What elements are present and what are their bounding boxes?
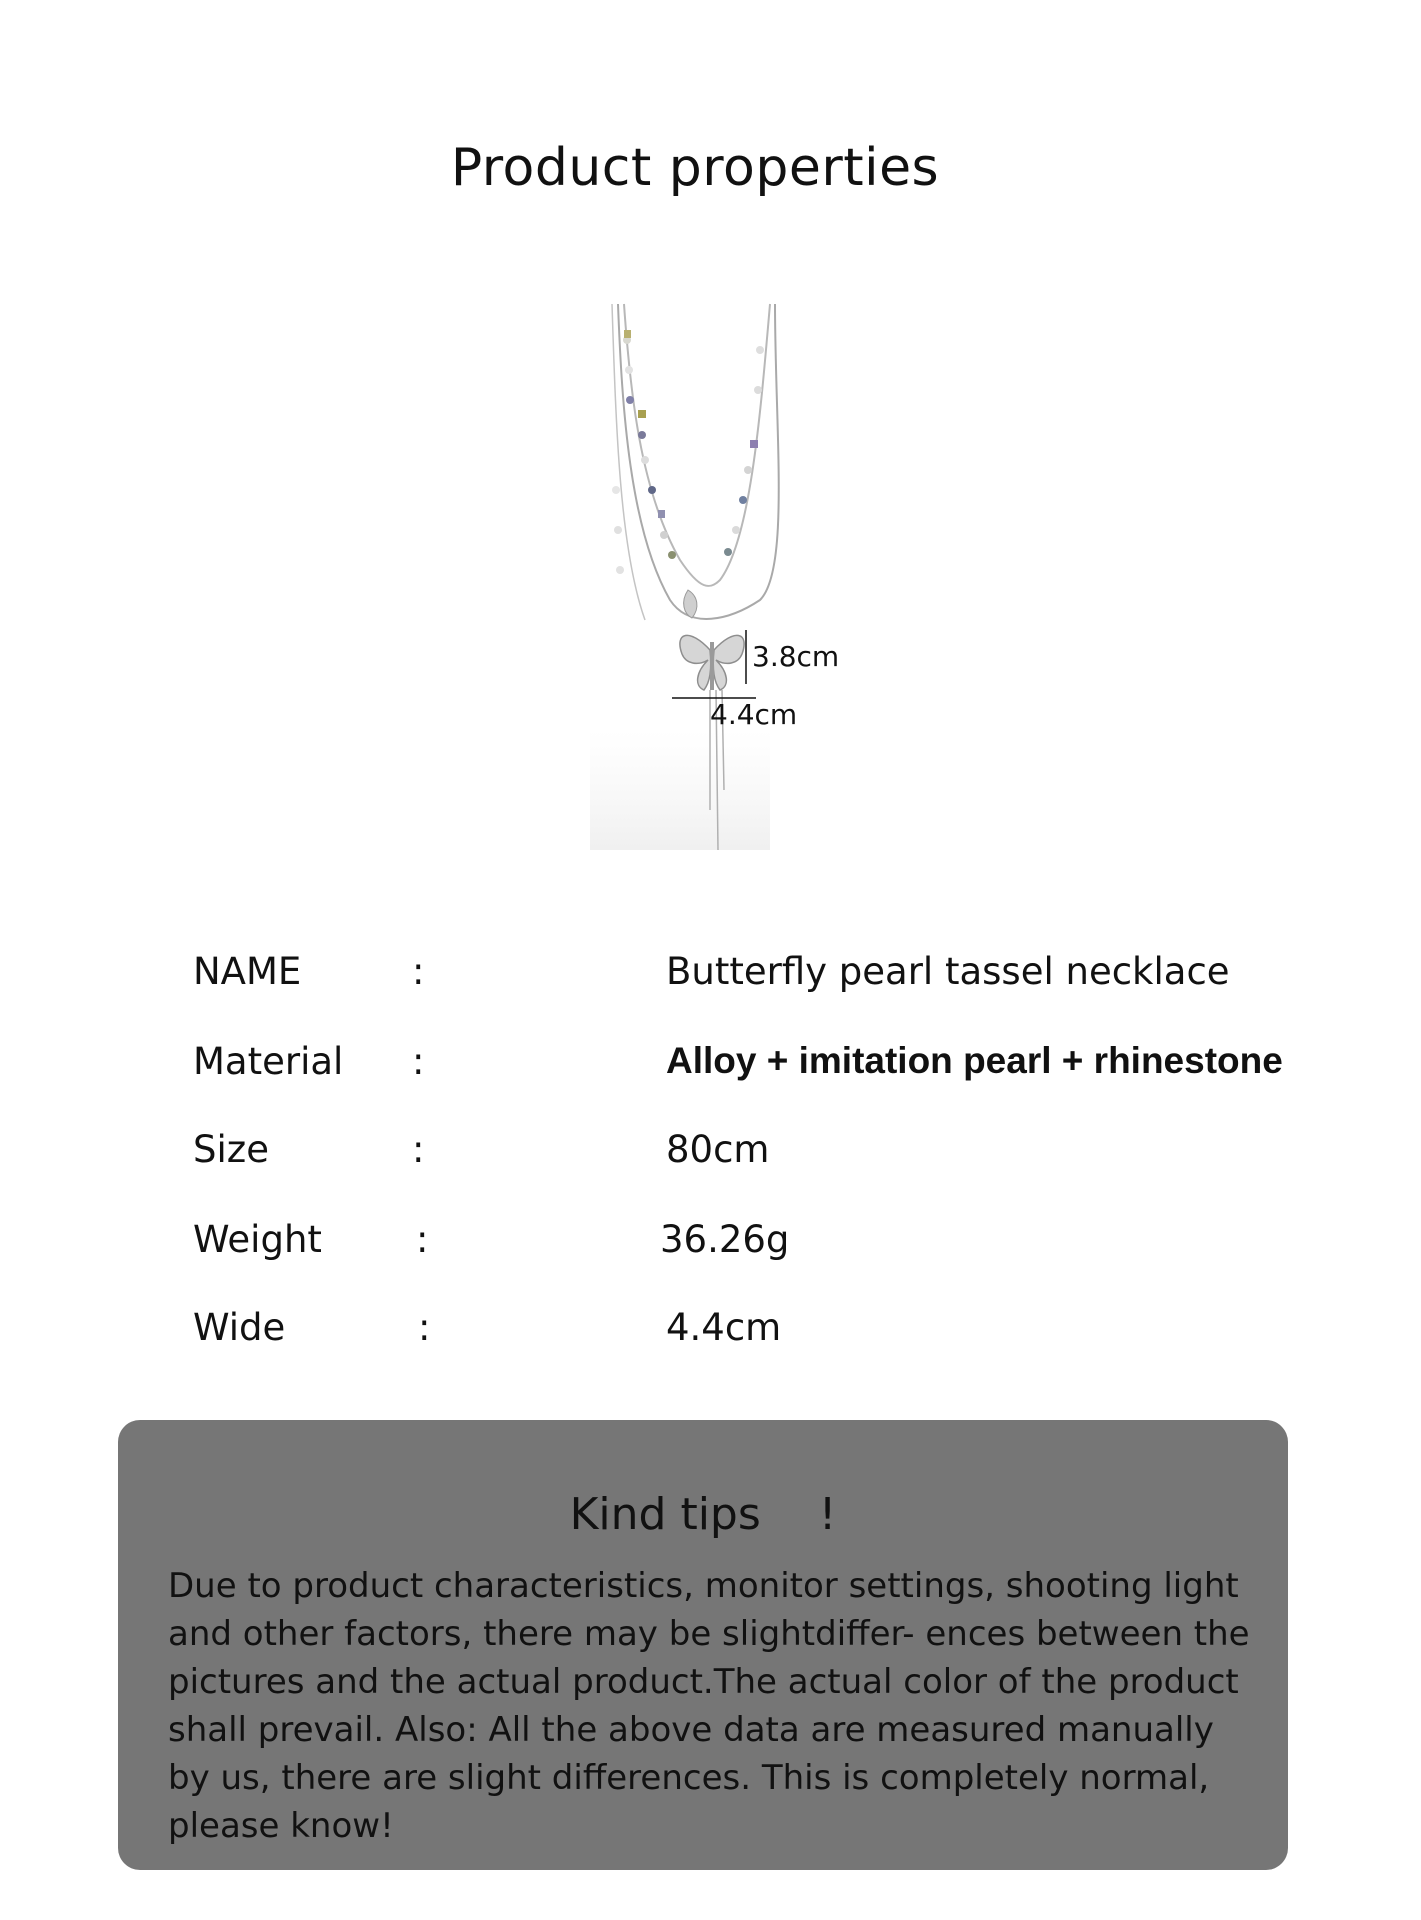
kind-tips-title: Kind tips ! (569, 1489, 837, 1540)
kind-tips-body: Due to product characteristics, monitor settings, shooting light and other factors, there may be slightdiffer- ences between the pictures and the actual product.The actual color of the product shall prevail. Also: All the above data are measured manually by us, there are slight differences. This is completely normal, please know! (168, 1566, 1250, 1846)
property-value: Alloy + imitation pearl + rhinestone (666, 1040, 1283, 1081)
necklace-product-image (560, 290, 880, 870)
butterfly-pendant (680, 635, 744, 690)
property-colon: : (416, 1218, 429, 1261)
property-label: Weight (193, 1218, 322, 1261)
property-value: 36.26g (660, 1218, 790, 1261)
height-dimension-label: 3.8cm (752, 640, 840, 673)
property-colon: : (412, 1128, 425, 1171)
property-row-size (0, 1128, 1421, 1178)
image-background (590, 730, 770, 850)
property-label: Wide (193, 1306, 286, 1349)
property-colon: : (412, 1040, 425, 1083)
property-value: Butterfly pearl tassel necklace (666, 950, 1230, 993)
property-label: Material (193, 1040, 344, 1083)
property-label: NAME (193, 950, 302, 993)
page-title: Product properties (450, 138, 940, 198)
beads (612, 330, 764, 574)
property-row-material (0, 1040, 1421, 1090)
property-row-weight (0, 1218, 1421, 1268)
property-colon: : (418, 1306, 431, 1349)
width-dimension-label: 4.4cm (710, 698, 798, 731)
kind-tips-panel (118, 1420, 1288, 1870)
property-value: 4.4cm (666, 1306, 782, 1349)
property-row-wide (0, 1306, 1421, 1356)
property-row-name (0, 950, 1421, 1000)
property-colon: : (412, 950, 425, 993)
property-label: Size (193, 1128, 269, 1171)
necklace-illustration (560, 290, 880, 870)
property-value: 80cm (666, 1128, 770, 1171)
